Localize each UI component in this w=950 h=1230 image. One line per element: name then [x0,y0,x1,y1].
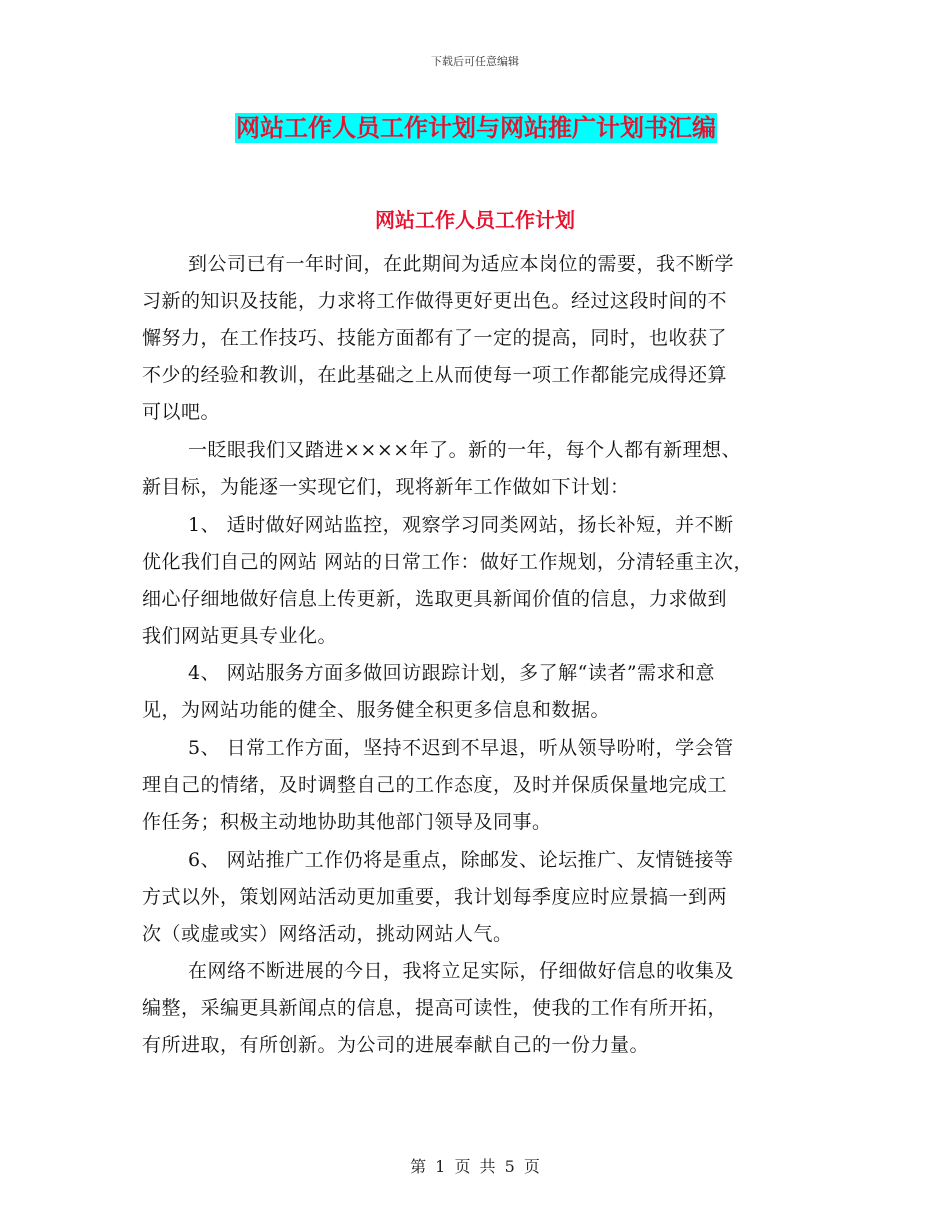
paragraph-line: 可以吧。 [142,401,221,423]
footer-prefix: 第 [410,1157,427,1176]
paragraph-line: 细心仔细地做好信息上传更新，选取更具新闻价值的信息，力求做到 [142,588,728,610]
footer-suffix: 页 [523,1157,540,1176]
document-title: 网站工作人员工作计划与网站推广计划书汇编 [236,114,716,142]
paragraph-line: 在网络不断进展的今日，我将立足实际，仔细做好信息的收集及 [188,960,735,982]
paragraph-line: 次（或虚或实）网络活动，挑动网站人气。 [142,923,513,945]
paragraph-line: 懈努力，在工作技巧、技能方面都有了一定的提高，同时，也收获了 [142,327,728,349]
section-title: 网站工作人员工作计划 [375,208,575,232]
current-page-number: 1 [435,1157,446,1176]
paragraph-line: 一眨眼我们又踏进××××年了。新的一年，每个人都有新理想、 [188,439,742,461]
paragraph-line: 6、 网站推广工作仍将是重点，除邮发、论坛推广、友情链接等 [188,849,734,871]
paragraph-line: 理自己的情绪，及时调整自己的工作态度，及时并保质保量地完成工 [142,774,728,796]
paragraph-line: 4、 网站服务方面多做回访跟踪计划，多了解“读者”需求和意 [188,662,716,684]
paragraph-line: 习新的知识及技能，力求将工作做得更好更出色。经过这段时间的不 [142,290,728,312]
header-note: 下载后可任意编辑 [431,55,519,68]
paragraph-line: 编整，采编更具新闻点的信息，提高可读性，使我的工作有所开拓， [142,997,728,1019]
paragraph-line: 见，为网站功能的健全、服务健全积更多信息和数据。 [142,699,611,721]
paragraph-line: 1、 适时做好网站监控，观察学习同类网站，扬长补短，并不断 [188,514,734,536]
paragraph-line: 不少的经验和教训，在此基础之上从而使每一项工作都能完成得还算 [142,364,728,386]
paragraph-line: 5、 日常工作方面，坚持不迟到不早退，听从领导吩咐，学会管 [188,737,734,759]
paragraph-line: 到公司已有一年时间，在此期间为适应本岗位的需要，我不断学 [188,253,735,275]
paragraph-line: 新目标，为能逐一实现它们，现将新年工作做如下计划： [142,476,630,498]
paragraph-line: 我们网站更具专业化。 [142,625,338,647]
paragraph-line: 优化我们自己的网站 网站的日常工作：做好工作规划，分清轻重主次， [142,551,754,573]
page-footer [0,1154,950,1177]
footer-middle: 页 共 [454,1157,496,1176]
paragraph-line: 方式以外，策划网站活动更加重要，我计划每季度应时应景搞一到两 [142,886,728,908]
paragraph-line: 有所进取，有所创新。为公司的进展奉献自己的一份力量。 [142,1034,650,1056]
paragraph-line: 作任务；积极主动地协助其他部门领导及同事。 [142,811,552,833]
total-page-count: 5 [504,1157,515,1176]
